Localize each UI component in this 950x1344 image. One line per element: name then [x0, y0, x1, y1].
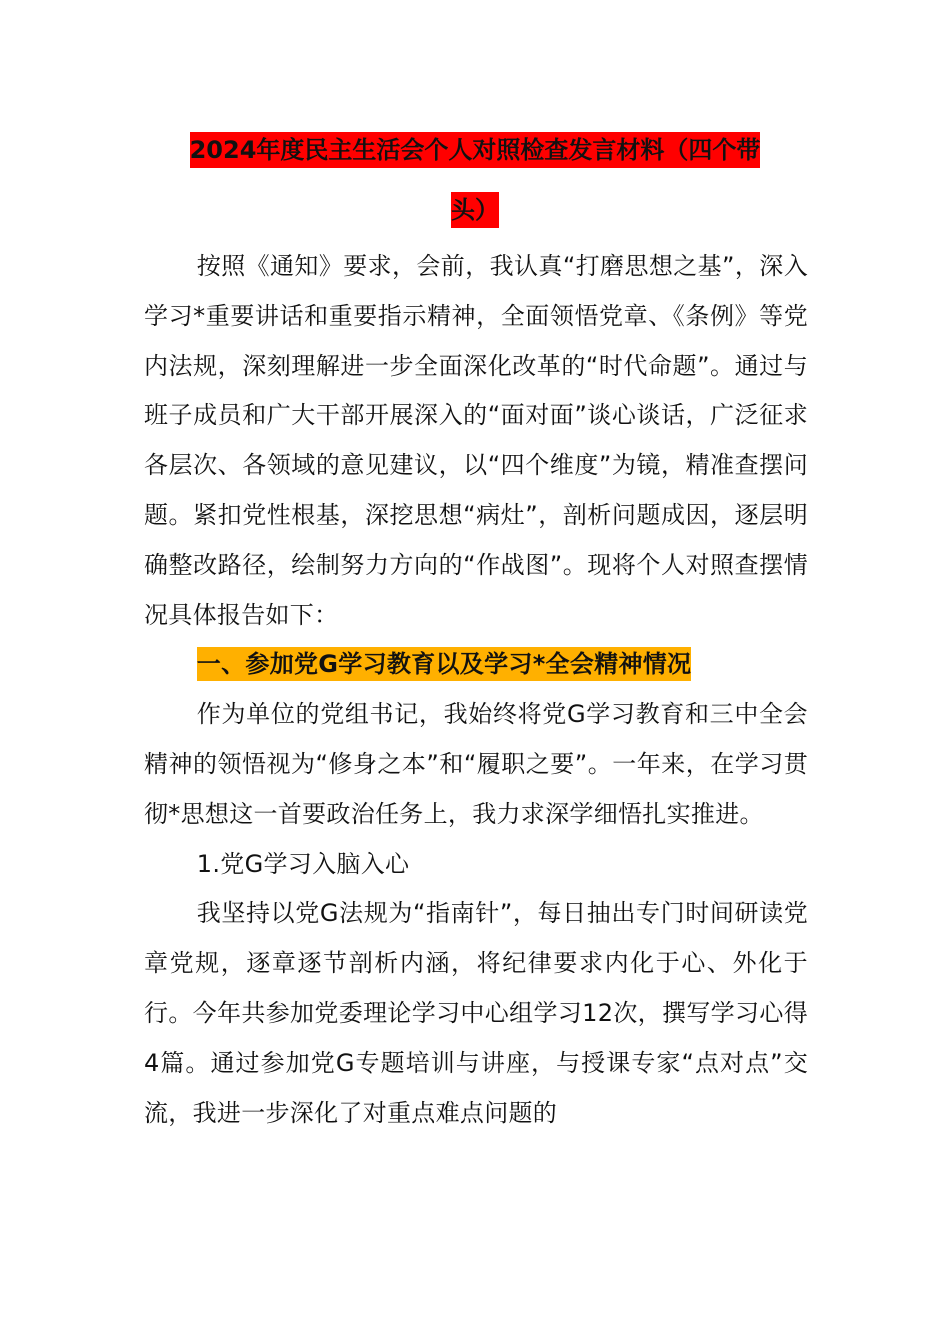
- section-heading-1: [144, 640, 808, 690]
- title-line-1: 2024年度民主生活会个人对照检查发言材料（四个带: [190, 132, 761, 168]
- subheading-1-paragraph: 我坚持以党G法规为“指南针”，每日抽出专门时间研读党章党规，逐章逐节剖析内涵，将纪律要求内化于心、外化于行。今年共参加党委理论学习中心组学习12次，撰写学习心得4篇。通过参加党G专题培训与讲座，与授课专家“点对点”交流，我进一步深化了对重点难点问题的: [144, 899, 808, 1127]
- document-title: [140, 120, 810, 240]
- section-heading-1-text: 一、参加党G学习教育以及学习*全会精神情况: [197, 647, 692, 681]
- intro-paragraph: 按照《通知》要求，会前，我认真“打磨思想之基”，深入学习*重要讲话和重要指示精神，全面领悟党章、《条例》等党内法规，深刻理解进一步全面深化改革的“时代命题”。通过与班子成员和广大干部开展深入的“面对面”谈心谈话，广泛征求各层次、各领域的意见建议，以“四个维度”为镜，精准查摆问题。紧扣党性根基，深挖思想“病灶”，剖析问题成因，逐层明确整改路径，绘制努力方向的“作战图”。现将个人对照查摆情况具体报告如下：: [144, 252, 808, 629]
- document-body: [144, 242, 808, 1138]
- subheading-1: 1.党G学习入脑入心: [196, 849, 410, 878]
- section-1-paragraph: 作为单位的党组书记，我始终将党G学习教育和三中全会精神的领悟视为“修身之本”和“履职之要”。一年来，在学习贯彻*思想这一首要政治任务上，我力求深学细悟扎实推进。: [144, 700, 808, 828]
- title-line-2: 头）: [451, 192, 499, 228]
